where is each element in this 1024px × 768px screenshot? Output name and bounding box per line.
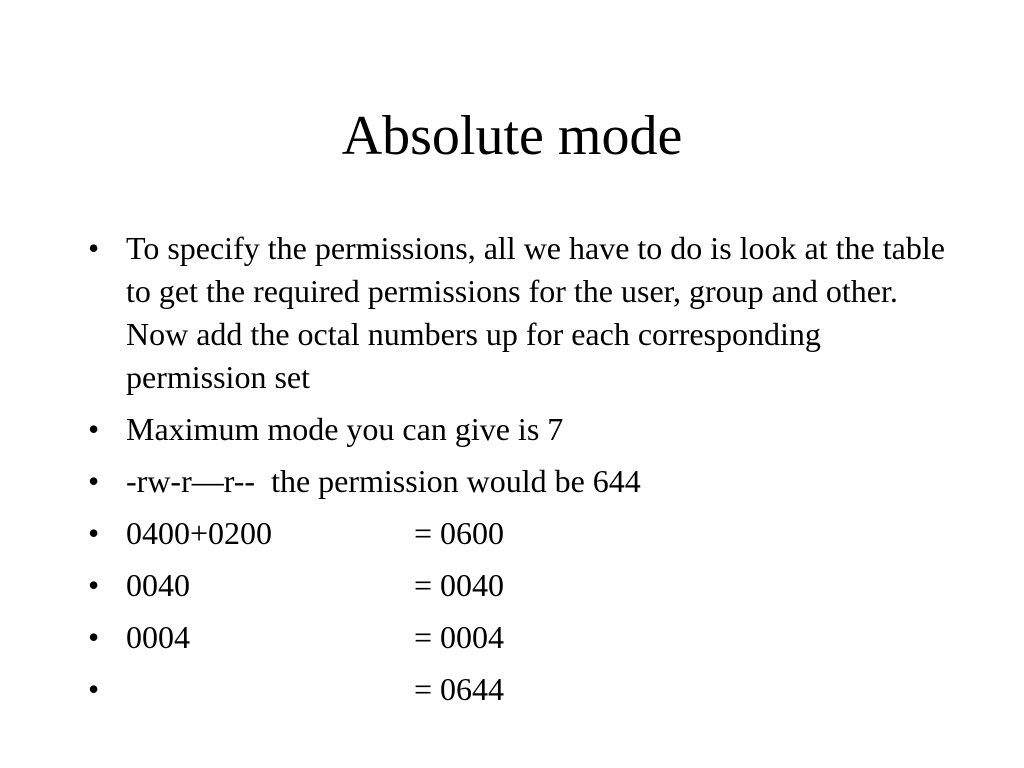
- bullet-item: [82, 616, 962, 659]
- slide-title: Absolute mode: [341, 105, 683, 167]
- octal-result: = 0040: [414, 567, 505, 603]
- bullet-item: [82, 564, 962, 607]
- bullet-item: [82, 512, 962, 555]
- octal-result: = 0004: [414, 619, 505, 655]
- bullet-icon: •: [88, 515, 100, 551]
- bullet-item: [82, 227, 962, 399]
- bullet-text: Maximum mode you can give is 7: [126, 411, 564, 447]
- octal-term: 0040: [126, 567, 190, 603]
- bullet-item: [82, 668, 962, 711]
- octal-result: = 0644: [414, 671, 505, 707]
- bullet-list: [82, 227, 962, 720]
- bullet-icon: •: [88, 463, 100, 499]
- octal-result: = 0600: [414, 515, 505, 551]
- bullet-icon: •: [88, 619, 100, 655]
- bullet-item: [82, 408, 962, 451]
- octal-term: 0004: [126, 619, 190, 655]
- bullet-icon: •: [88, 567, 100, 603]
- bullet-icon: •: [88, 671, 100, 707]
- bullet-text: To specify the permissions, all we have to do is look at the table to get the required permissions for the user, group and other. Now add the octal numbers up for each corresponding permission set: [126, 230, 945, 395]
- bullet-icon: •: [88, 411, 100, 447]
- bullet-icon: •: [88, 230, 100, 266]
- bullet-item: [82, 460, 962, 503]
- bullet-text: -rw-r—r-- the permission would be 644: [126, 463, 641, 499]
- octal-term: 0400+0200: [126, 515, 273, 551]
